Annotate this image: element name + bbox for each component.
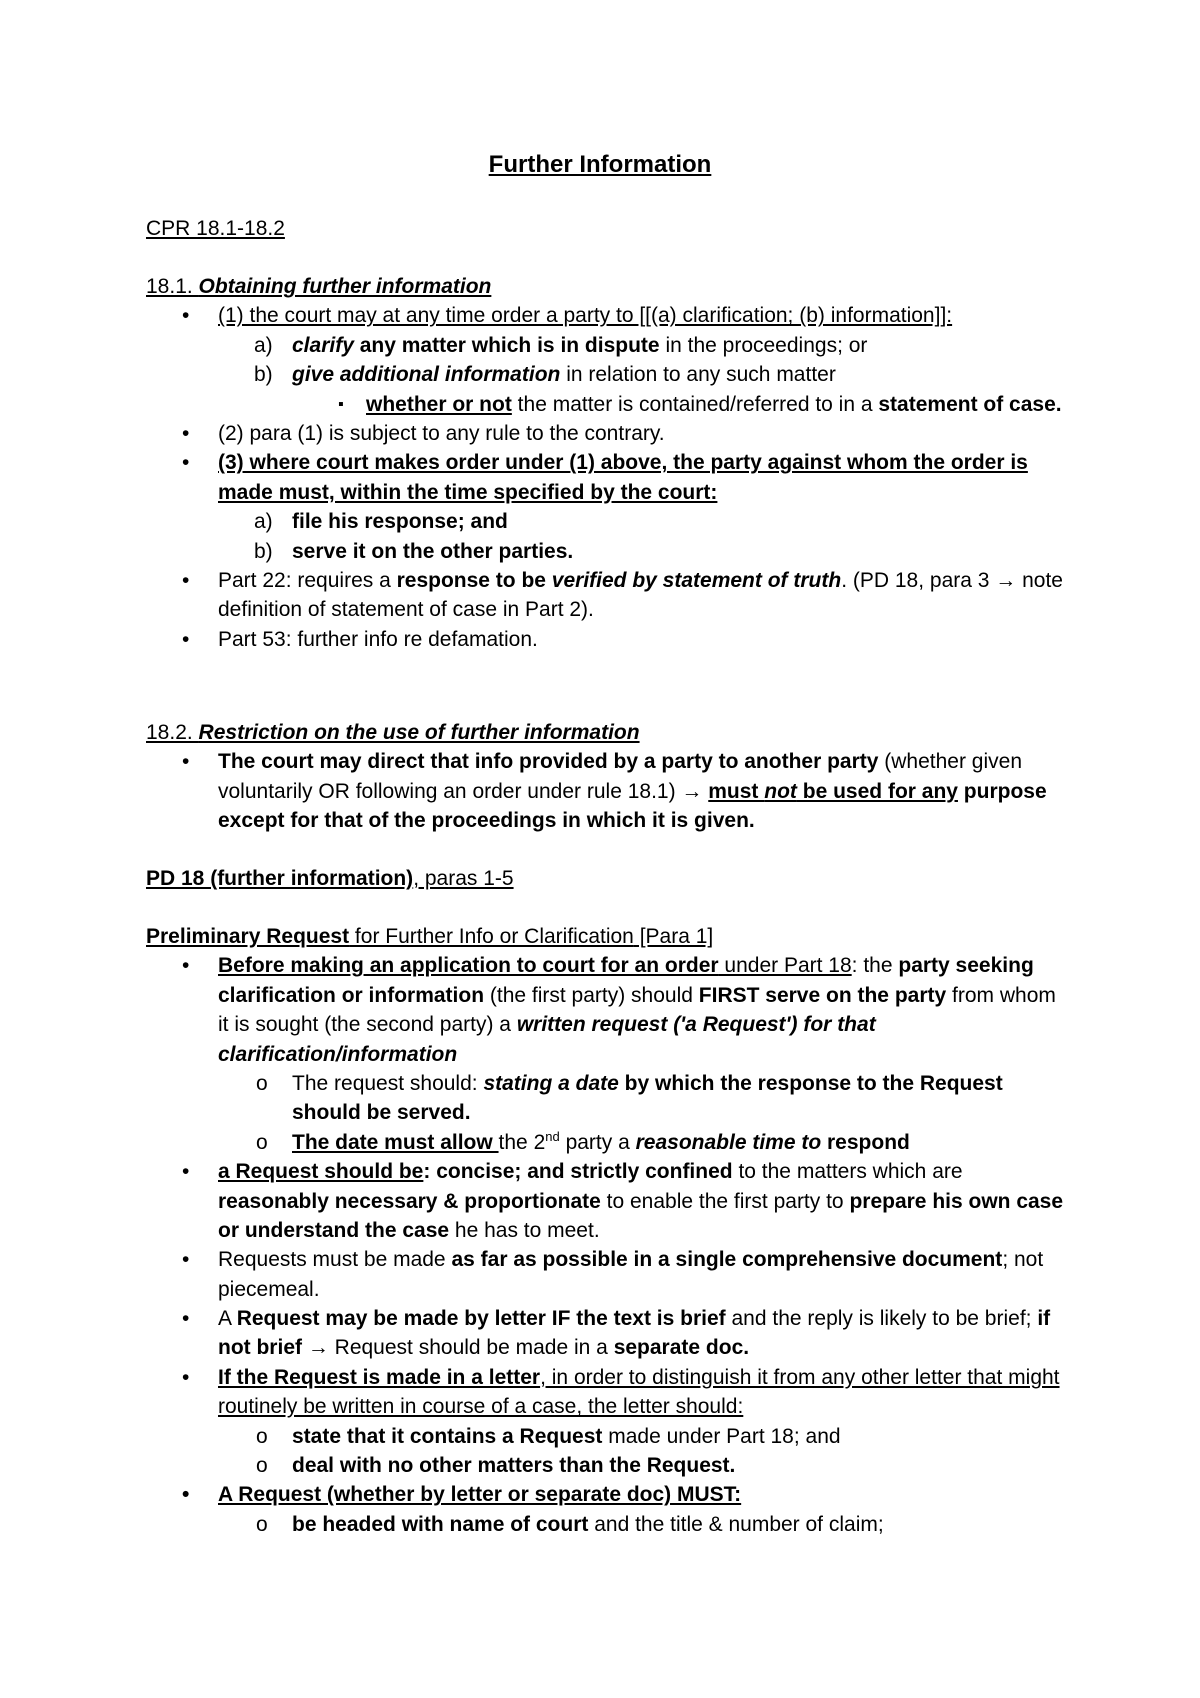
bold-text: If the Request is made in a letter <box>218 1365 541 1389</box>
bold-text: party seeking clarification or information <box>218 954 1034 1007</box>
plain-text: , in order to distinguish it from any other letter that might routinely be written in course of a case, the letter should: <box>218 1365 1060 1419</box>
heading-text: for Further Info or Clarification <box>349 925 634 948</box>
emphasis-text: The date must allow <box>292 1130 499 1154</box>
bold-text: serve it on the other parties. <box>292 539 574 563</box>
heading-text: PD 18 (further information) <box>146 867 414 890</box>
bold-text: by which the response to the Request should be served. <box>292 1071 1003 1125</box>
section-18-2 <box>146 718 1066 836</box>
bold-text: separate doc. <box>613 1336 750 1360</box>
bold-text: (3) where court makes order under (1) above, the party against whom the order is made must, within the time specified by the court: <box>218 451 1028 504</box>
list-marker: a) <box>254 333 273 357</box>
cpr-heading <box>146 214 1066 243</box>
bold-text: : concise; and strictly confined <box>423 1160 733 1184</box>
list-item <box>146 1128 1066 1157</box>
emphasis-text: Before making an application to court for an order <box>218 954 719 978</box>
list-marker: b) <box>254 363 273 387</box>
plain-text: and the title & number of claim; <box>588 1512 884 1536</box>
bold-text: state that it contains a Request <box>292 1424 603 1448</box>
section-18-1-heading <box>146 272 1066 301</box>
bold-text: reasonably necessary & proportionate <box>218 1189 601 1213</box>
list-item <box>146 1363 1066 1422</box>
plain-text: and the reply is likely to be brief; <box>725 1307 1038 1331</box>
section-18-2-heading <box>146 718 1066 747</box>
list-item: • A Request (whether by letter or separate doc) MUST: <box>146 1480 1066 1509</box>
bold-text: if not brief → <box>218 1307 1051 1360</box>
underlined-text: under Part 18 <box>718 954 852 978</box>
plain-text: made under Part 18; and <box>602 1424 841 1448</box>
bold-text: FIRST serve on the party <box>698 983 947 1007</box>
section-18-2-list <box>146 747 1066 835</box>
preliminary-request-heading <box>146 922 1066 951</box>
emphasis-text: be used for any <box>796 779 958 803</box>
section-18-1-list <box>146 301 1066 654</box>
plain-text: in the proceedings; or <box>659 333 868 357</box>
bold-text: file his response; and <box>292 510 508 534</box>
bold-text: statement of case. <box>878 392 1062 416</box>
plain-text: Part 22: requires a <box>218 568 397 592</box>
pd18-heading <box>146 864 1066 893</box>
bold-text: The court may direct that info provided by a party to another party <box>218 750 879 774</box>
emphasis-text: verified by statement of truth <box>551 568 842 592</box>
list-item <box>146 1422 1066 1451</box>
bold-text: prepare his own case or understand the case <box>218 1189 1064 1242</box>
bold-text: deal with no other matters than the Request. <box>292 1454 736 1478</box>
plain-text: ; not piecemeal. <box>218 1248 1044 1301</box>
section-18-1 <box>146 272 1066 654</box>
bold-text: purpose except for that of the proceedings in which it is given. <box>218 779 1047 833</box>
list-item <box>146 1451 1066 1480</box>
list-item: • (2) para (1) is subject to any rule to the contrary. <box>146 419 1066 448</box>
plain-text: The request should: <box>292 1071 484 1095</box>
plain-text: A <box>218 1307 237 1331</box>
list-item <box>146 448 1066 507</box>
bold-text: any matter which is in dispute <box>353 333 660 357</box>
list-item <box>146 537 1066 566</box>
plain-text: (whether given voluntarily OR following an order under rule 18.1) → <box>218 750 1023 803</box>
page-title: Further Information <box>488 151 712 178</box>
list-marker: a) <box>254 510 273 534</box>
plain-text: from whom it is sought (the second party) a <box>218 983 1056 1037</box>
list-item <box>146 951 1066 1069</box>
list-item <box>146 1245 1066 1304</box>
list-item: • (1) the court may at any time order a party to [[(a) clarification; (b) information]]: <box>146 301 1066 330</box>
plain-text: : the <box>851 954 899 978</box>
preliminary-request-list <box>146 951 1066 1539</box>
plain-text: the matter is contained/referred to in a <box>511 392 879 416</box>
bold-text: respond <box>821 1130 910 1154</box>
list-item <box>146 747 1066 835</box>
emphasis-text: give additional information <box>292 363 561 387</box>
plain-text: in relation to any such matter <box>560 363 836 387</box>
plain-text: party a <box>559 1130 636 1154</box>
heading-number: 18.1. <box>146 275 199 298</box>
list-item <box>146 1304 1066 1363</box>
emphasis-text: reasonable time to <box>635 1130 822 1154</box>
plain-text: Requests must be made <box>218 1248 452 1272</box>
heading-suffix: [Para 1] <box>633 925 714 948</box>
bold-text: response to be <box>396 568 552 592</box>
emphasis-text: must <box>708 779 765 803</box>
list-item <box>146 1510 1066 1539</box>
emphasis-text: not <box>764 779 797 803</box>
heading-text: Restriction on the use of further information <box>198 721 640 744</box>
list-item <box>146 507 1066 536</box>
list-marker: b) <box>254 539 273 563</box>
plain-text: to the matters which are <box>732 1160 963 1184</box>
emphasis-text: a Request should be <box>218 1160 424 1184</box>
heading-suffix: , paras 1-5 <box>413 867 514 890</box>
emphasis-text: written request ('a Request') for that clarification/information <box>218 1013 876 1066</box>
cpr-heading-text: CPR 18.1-18.2 <box>146 217 285 240</box>
plain-text: . (PD 18, para 3 → note definition of statement of case in Part 2). <box>218 568 1063 622</box>
plain-text: the 2 <box>498 1130 546 1154</box>
emphasis-text: stating a date <box>483 1071 619 1095</box>
emphasis-text: whether or not <box>366 392 512 416</box>
plain-text: to enable the first party to <box>600 1189 850 1213</box>
list-item <box>146 331 1066 360</box>
bold-text: be headed with name of court <box>292 1512 589 1536</box>
heading-number: 18.2. <box>146 721 199 744</box>
superscript: nd <box>545 1128 560 1144</box>
heading-text: Obtaining further information <box>198 275 492 298</box>
bold-text: Request may be made by letter IF the text is brief <box>236 1307 726 1331</box>
bold-text: as far as possible in a single comprehensive document <box>451 1248 1003 1272</box>
list-item <box>146 1069 1066 1128</box>
list-item <box>146 1157 1066 1245</box>
plain-text: (the first party) should <box>484 983 699 1007</box>
list-item <box>146 566 1066 625</box>
list-item <box>146 360 1066 389</box>
heading-text: Preliminary Request <box>146 925 350 948</box>
plain-text: Request should be made in a <box>328 1336 614 1360</box>
emphasis-text: clarify <box>292 333 354 357</box>
preliminary-request-section <box>146 922 1066 1539</box>
plain-text: he has to meet. <box>449 1218 600 1242</box>
list-item: • Part 53: further info re defamation. <box>146 625 1066 654</box>
list-item <box>146 390 1066 419</box>
